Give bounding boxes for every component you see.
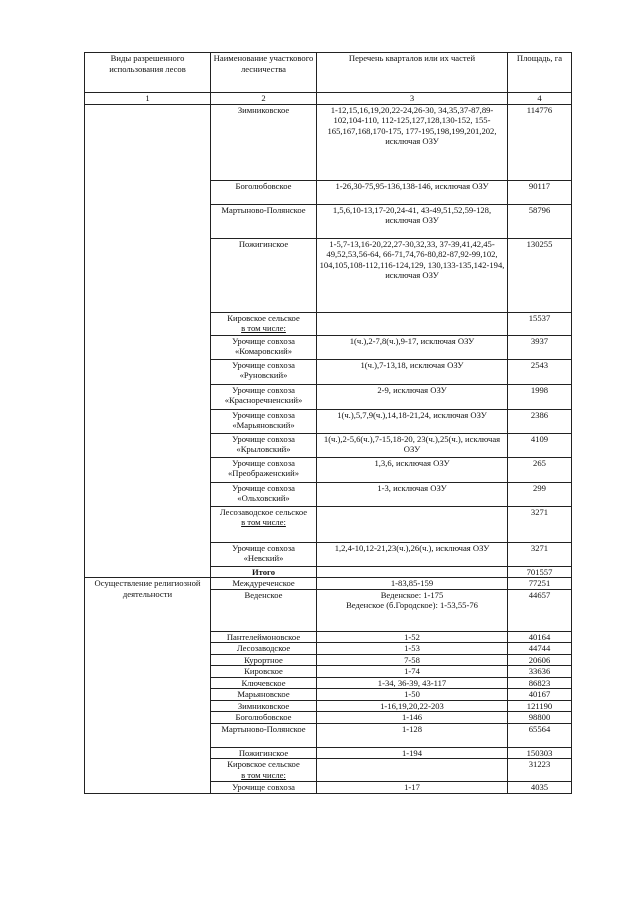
forestry-name: Курортное bbox=[211, 654, 317, 666]
area-value: 2386 bbox=[508, 409, 572, 433]
area-value: 40167 bbox=[508, 689, 572, 701]
forestry-name: Марьяновское bbox=[211, 689, 317, 701]
forestry-name: Урочище совхоза «Невский» bbox=[211, 542, 317, 566]
column-number: 3 bbox=[317, 93, 508, 105]
quarters-list: 1-26,30-75,95-136,138-146, исключая ОЗУ bbox=[317, 180, 508, 204]
area-value: 40164 bbox=[508, 631, 572, 643]
forestry-name: Урочище совхоза «Ольховский» bbox=[211, 482, 317, 506]
forestry-name: Междуреченское bbox=[211, 578, 317, 590]
area-value: 20606 bbox=[508, 654, 572, 666]
forestry-name: Пожигинское bbox=[211, 238, 317, 312]
header-row bbox=[85, 53, 572, 93]
quarters-list: 2-9, исключая ОЗУ bbox=[317, 384, 508, 409]
use-type-cell-empty bbox=[85, 104, 211, 578]
forestry-name: Боголюбовское bbox=[211, 712, 317, 724]
forestry-name: Веденское bbox=[211, 589, 317, 631]
quarters-line: Веденское (б.Городское): 1-53,55-76 bbox=[346, 600, 478, 610]
total-label: Итого bbox=[211, 566, 317, 578]
forestry-name bbox=[211, 506, 317, 542]
quarters-list: 1-34, 36-39, 43-117 bbox=[317, 677, 508, 689]
area-value: 3271 bbox=[508, 542, 572, 566]
quarters-list: 1-3, исключая ОЗУ bbox=[317, 482, 508, 506]
quarters-list bbox=[317, 759, 508, 782]
area-value: 90117 bbox=[508, 180, 572, 204]
forestry-name: Урочище совхоза «Красноречненский» bbox=[211, 384, 317, 409]
forestry-name: Мартыново-Полянское bbox=[211, 204, 317, 238]
forestry-name: Зимниковское bbox=[211, 104, 317, 180]
area-value: 150303 bbox=[508, 747, 572, 759]
quarters-list: 1-52 bbox=[317, 631, 508, 643]
total-area: 701557 bbox=[508, 566, 572, 578]
quarters-list: 1-50 bbox=[317, 689, 508, 701]
area-value: 44657 bbox=[508, 589, 572, 631]
quarters-list: 1-5,7-13,16-20,22,27-30,32,33, 37-39,41,42,45-49,52,53,56-64, 66-71,74,76-80,82-87,92-99,102, 104,105,108-112,116-124,129, 130,133-135,142-194, исключая ОЗУ bbox=[317, 238, 508, 312]
area-value: 33636 bbox=[508, 666, 572, 678]
forest-use-table bbox=[84, 52, 572, 794]
header-quarters-list: Перечень кварталов или их частей bbox=[317, 53, 508, 93]
quarters-list: 1-146 bbox=[317, 712, 508, 724]
area-value: 3937 bbox=[508, 335, 572, 359]
quarters-list bbox=[317, 506, 508, 542]
forestry-name: Урочище совхоза «Крыловский» bbox=[211, 433, 317, 457]
column-number-row bbox=[85, 93, 572, 105]
quarters-list: 1(ч.),5,7,9(ч.),14,18-21,24, исключая ОЗУ bbox=[317, 409, 508, 433]
column-number: 2 bbox=[211, 93, 317, 105]
area-value: 15537 bbox=[508, 312, 572, 335]
area-value: 4035 bbox=[508, 782, 572, 794]
forestry-name: Лесозаводское bbox=[211, 643, 317, 655]
including-label: в том числе: bbox=[241, 769, 286, 780]
including-label: в том числе: bbox=[241, 323, 286, 333]
table-row bbox=[85, 578, 572, 590]
header-use-type: Виды разрешенного использования лесов bbox=[85, 53, 211, 93]
quarters-list bbox=[317, 589, 508, 631]
forestry-name: Пантелеймоновское bbox=[211, 631, 317, 643]
forestry-name bbox=[211, 312, 317, 335]
forestry-name: Урочище совхоза «Марьяновский» bbox=[211, 409, 317, 433]
forestry-name: Мартыново-Полянское bbox=[211, 723, 317, 747]
area-value: 31223 bbox=[508, 759, 572, 782]
quarters-list: 1-17 bbox=[317, 782, 508, 794]
forestry-name-text: Кировское сельское bbox=[227, 759, 300, 769]
quarters-list: 1,2,4-10,12-21,23(ч.),26(ч.), исключая ОЗУ bbox=[317, 542, 508, 566]
quarters-line: Веденское: 1-175 bbox=[380, 589, 444, 600]
forestry-name: Пожигинское bbox=[211, 747, 317, 759]
area-value: 114776 bbox=[508, 104, 572, 180]
quarters-list: 1,3,6, исключая ОЗУ bbox=[317, 457, 508, 482]
header-area: Площадь, га bbox=[508, 53, 572, 93]
area-value: 121190 bbox=[508, 700, 572, 712]
area-value: 65564 bbox=[508, 723, 572, 747]
quarters-list bbox=[317, 566, 508, 578]
area-value: 299 bbox=[508, 482, 572, 506]
area-value: 130255 bbox=[508, 238, 572, 312]
forestry-name: Зимниковское bbox=[211, 700, 317, 712]
area-value: 86823 bbox=[508, 677, 572, 689]
forestry-name-text: Лесозаводское сельское bbox=[219, 506, 308, 517]
forestry-name: Урочище совхоза «Комаровский» bbox=[211, 335, 317, 359]
area-value: 77251 bbox=[508, 578, 572, 590]
quarters-list: 1-12,15,16,19,20,22-24,26-30, 34,35,37-87,89-102,104-110, 112-125,127,128,130-152, 155-165,167,168,170-175, 177-195,198,199,201,202, исключая ОЗУ bbox=[317, 104, 508, 180]
use-type-religious: Осуществление религиозной деятельности bbox=[85, 578, 211, 794]
forestry-name-text: Кировское сельское bbox=[227, 312, 300, 323]
quarters-list: 1-74 bbox=[317, 666, 508, 678]
forestry-name: Ключевское bbox=[211, 677, 317, 689]
column-number: 4 bbox=[508, 93, 572, 105]
header-forestry-name: Наименование участкового лесничества bbox=[211, 53, 317, 93]
quarters-list: 1(ч.),2-7,8(ч.),9-17, исключая ОЗУ bbox=[317, 335, 508, 359]
column-number: 1 bbox=[85, 93, 211, 105]
area-value: 44744 bbox=[508, 643, 572, 655]
area-value: 265 bbox=[508, 457, 572, 482]
forestry-name: Урочище совхоза «Руновский» bbox=[211, 359, 317, 384]
area-value: 58796 bbox=[508, 204, 572, 238]
forestry-name: Урочище совхоза «Преображенский» bbox=[211, 457, 317, 482]
forestry-name: Боголюбовское bbox=[211, 180, 317, 204]
forestry-name bbox=[211, 759, 317, 782]
quarters-list: 7-58 bbox=[317, 654, 508, 666]
area-value: 3271 bbox=[508, 506, 572, 542]
quarters-list: 1-53 bbox=[317, 643, 508, 655]
quarters-list: 1-16,19,20,22-203 bbox=[317, 700, 508, 712]
quarters-list: 1-194 bbox=[317, 747, 508, 759]
quarters-list: 1(ч.),7-13,18, исключая ОЗУ bbox=[317, 359, 508, 384]
area-value: 1998 bbox=[508, 384, 572, 409]
quarters-list: 1,5,6,10-13,17-20,24-41, 43-49,51,52,59-128, исключая ОЗУ bbox=[317, 204, 508, 238]
area-value: 2543 bbox=[508, 359, 572, 384]
table-row bbox=[85, 104, 572, 180]
forestry-name: Кировское bbox=[211, 666, 317, 678]
quarters-list: 1(ч.),2-5,6(ч.),7-15,18-20, 23(ч.),25(ч.), исключая ОЗУ bbox=[317, 433, 508, 457]
area-value: 4109 bbox=[508, 433, 572, 457]
quarters-list bbox=[317, 312, 508, 335]
quarters-list: 1-83,85-159 bbox=[317, 578, 508, 590]
including-label: в том числе: bbox=[241, 517, 286, 527]
area-value: 98800 bbox=[508, 712, 572, 724]
forestry-name: Урочище совхоза bbox=[211, 782, 317, 794]
quarters-list: 1-128 bbox=[317, 723, 508, 747]
